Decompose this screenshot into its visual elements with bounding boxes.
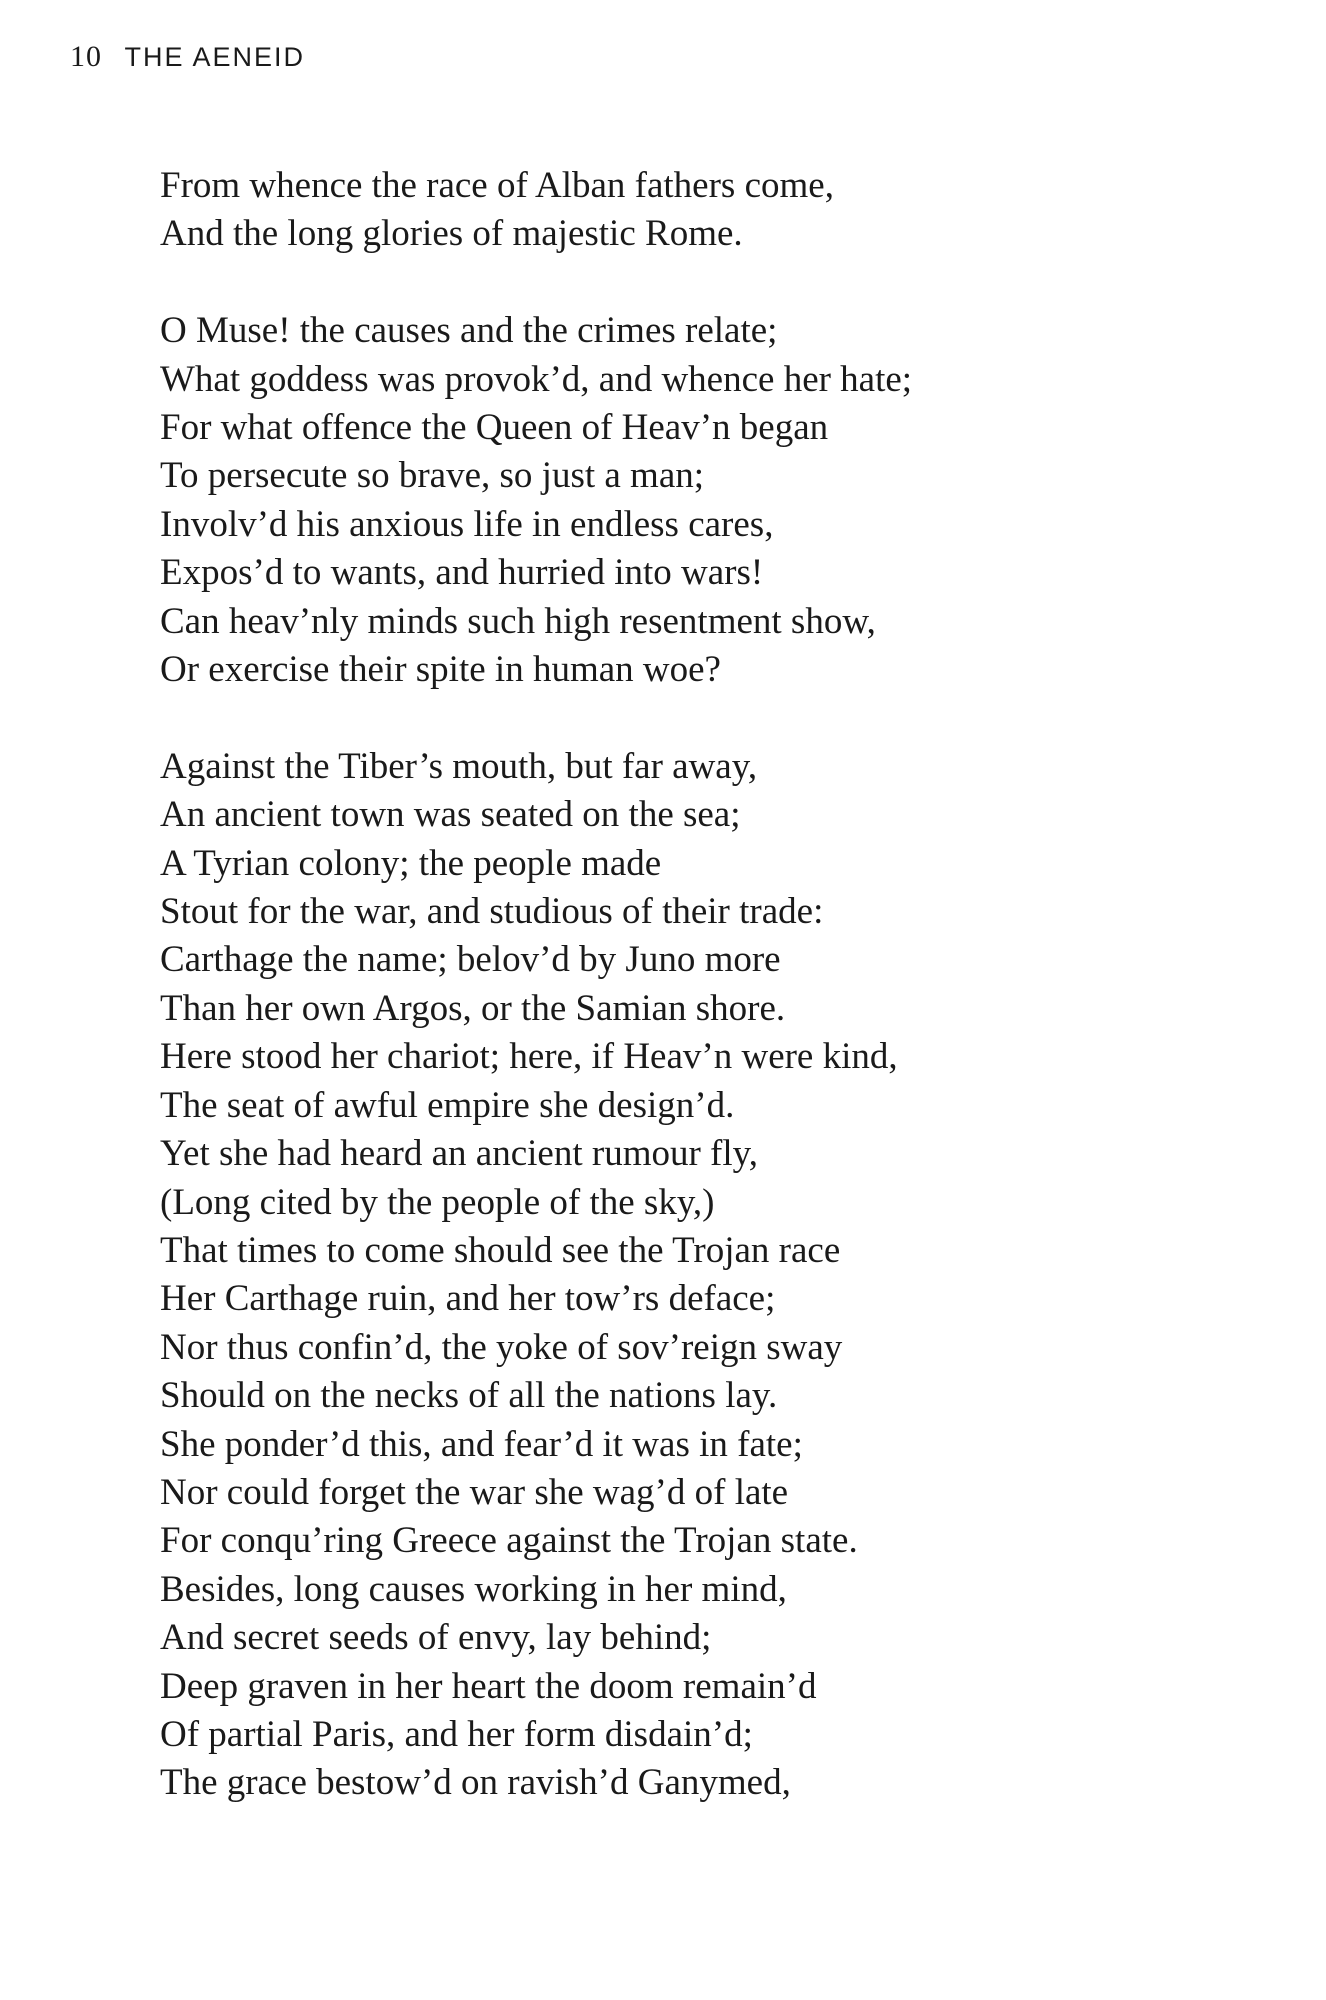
stanza [160,743,1260,1808]
verse-line: (Long cited by the people of the sky,) [160,1181,715,1223]
verse-line: Carthage the name; belov’d by Juno more [160,939,781,981]
verse-line: For conqu’ring Greece against the Trojan state. [160,1520,858,1562]
verse-line: Yet she had heard an ancient rumour fly, [160,1133,758,1175]
verse-line: The seat of awful empire she design’d. [160,1084,735,1126]
verse-line: That times to come should see the Trojan race [160,1229,841,1271]
verse-line: O Muse! the causes and the crimes relate; [160,310,778,352]
verse-line: She ponder’d this, and fear’d it was in fate; [160,1423,803,1465]
verse-line: Than her own Argos, or the Samian shore. [160,987,786,1029]
verse-line: And the long glories of majestic Rome. [160,213,743,255]
verse-line: Against the Tiber’s mouth, but far away, [160,745,758,787]
verse-line: Involv’d his anxious life in endless cares, [160,503,774,545]
verse-line: Or exercise their spite in human woe? [160,649,721,691]
verse-line: Of partial Paris, and her form disdain’d; [160,1713,753,1755]
verse-line: Nor thus confin’d, the yoke of sov’reign sway [160,1326,843,1368]
poem-text [160,162,1260,1808]
verse-line: An ancient town was seated on the sea; [160,794,741,836]
verse-line: The grace bestow’d on ravish’d Ganymed, [160,1762,791,1804]
verse-line: Here stood her chariot; here, if Heav’n were kind, [160,1036,898,1078]
book-title: THE AENEID [124,42,306,72]
verse-line: Nor could forget the war she wag’d of late [160,1471,789,1513]
verse-line: Deep graven in her heart the doom remain’d [160,1665,817,1707]
verse-line: A Tyrian colony; the people made [160,842,662,884]
stanza [160,162,1260,259]
verse-line: From whence the race of Alban fathers come, [160,165,834,206]
verse-line: To persecute so brave, so just a man; [160,455,705,497]
verse-line: Expos’d to wants, and hurried into wars! [160,552,764,594]
verse-line: Besides, long causes working in her mind, [160,1568,787,1610]
verse-line: And secret seeds of envy, lay behind; [160,1617,712,1659]
stanza [160,307,1260,694]
verse-line: What goddess was provok’d, and whence her hate; [160,358,913,400]
running-head [70,42,305,72]
verse-line: For what offence the Queen of Heav’n began [160,407,829,449]
verse-line: Her Carthage ruin, and her tow’rs deface; [160,1278,776,1320]
verse-line: Should on the necks of all the nations lay. [160,1375,778,1417]
page-number: 10 [70,40,102,73]
verse-line: Can heav’nly minds such high resentment show, [160,600,876,642]
verse-line: Stout for the war, and studious of their trade: [160,891,824,933]
